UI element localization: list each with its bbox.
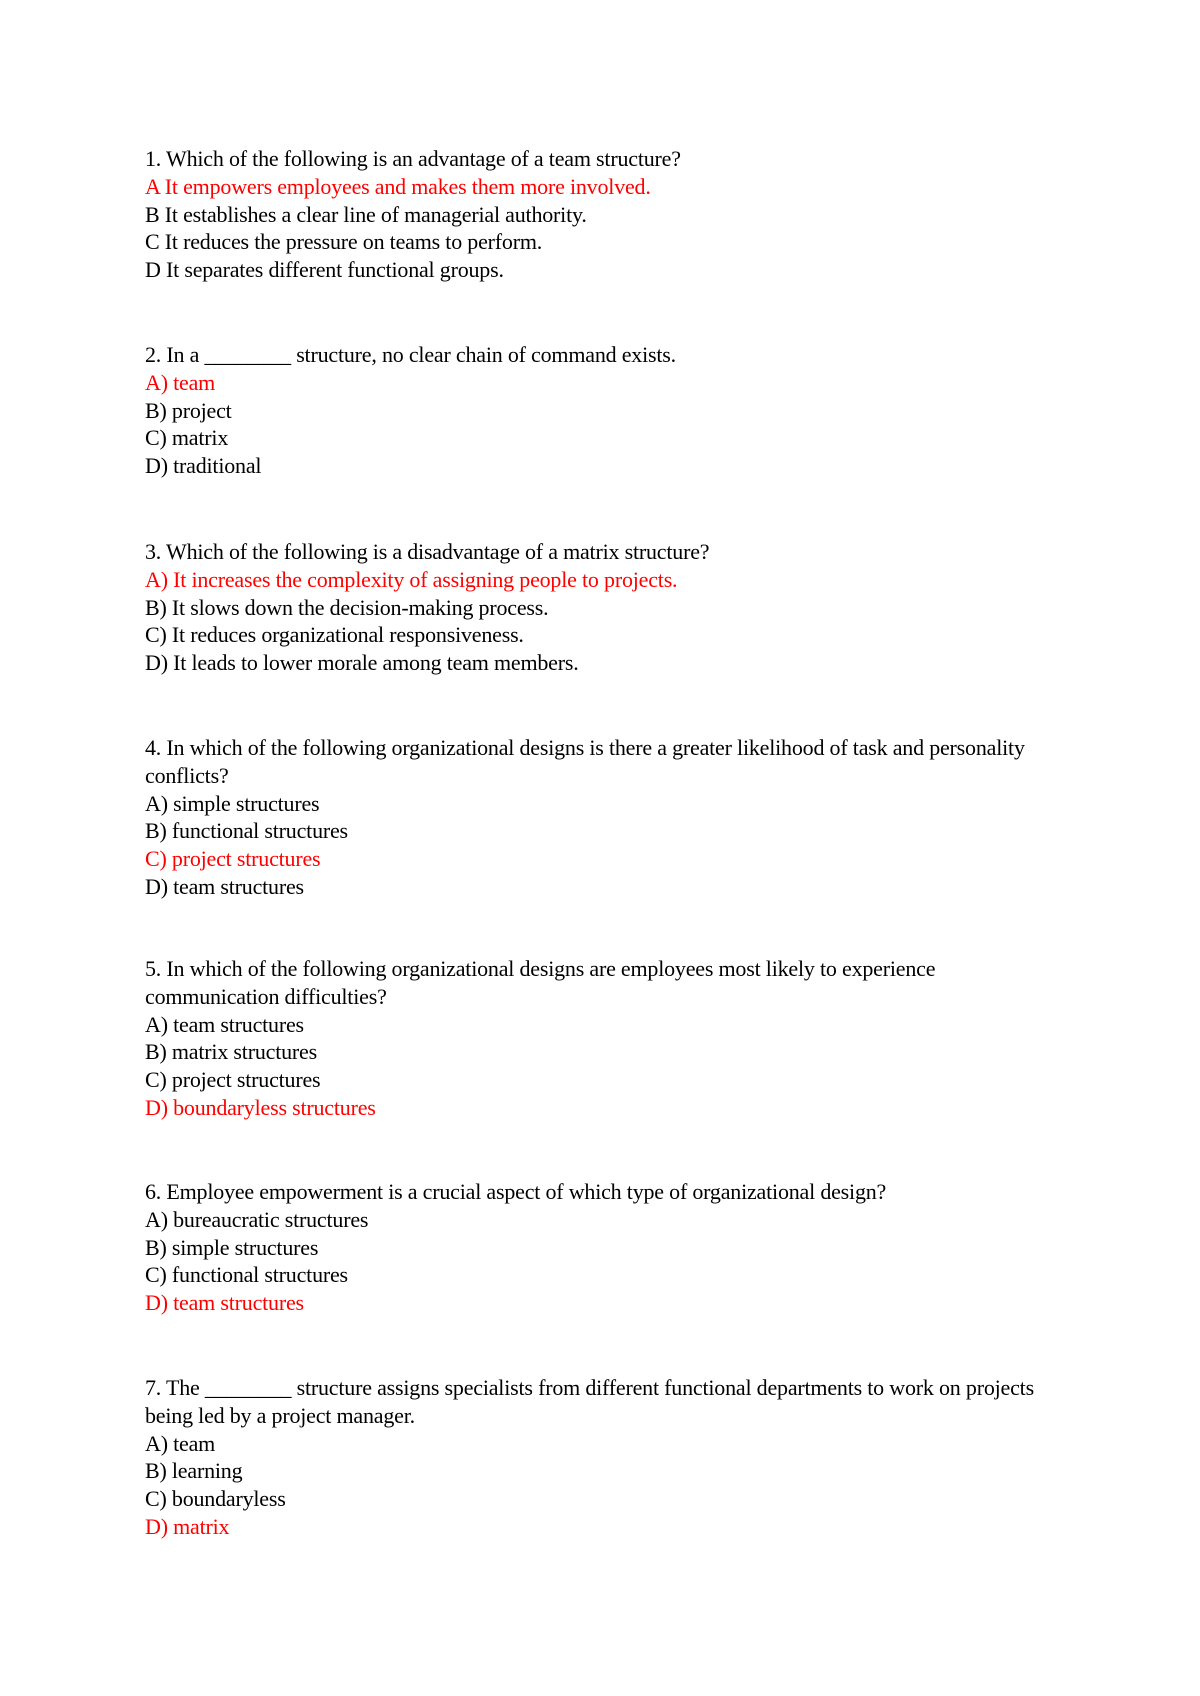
option-b: B) project: [145, 397, 232, 423]
option-d: D) traditional: [145, 453, 262, 479]
option-a-correct: A) It increases the complexity of assigning people to projects.: [145, 566, 678, 592]
option-d-correct: D) matrix: [145, 1513, 230, 1539]
option-c: C It reduces the pressure on teams to perform.: [145, 229, 543, 255]
option-b: B) matrix structures: [145, 1039, 317, 1065]
option-c-correct: C) project structures: [145, 846, 321, 872]
question-1: [145, 145, 1065, 284]
option-c: C) matrix: [145, 425, 229, 451]
option-d: D It separates different functional groups.: [145, 257, 504, 283]
question-2: [145, 341, 1065, 480]
question-text: 7. The ________ structure assigns specialists from different functional departments to work on projects being led by a project manager.: [145, 1375, 1034, 1428]
option-d-correct: D) team structures: [145, 1290, 304, 1316]
option-c: C) boundaryless: [145, 1486, 286, 1512]
option-d: D) team structures: [145, 873, 304, 899]
option-d-correct: D) boundaryless structures: [145, 1094, 376, 1120]
question-text: 5. In which of the following organizational designs are employees most likely to experience communication difficulties?: [145, 956, 936, 1009]
question-text: 2. In a ________ structure, no clear chain of command exists.: [145, 342, 676, 367]
question-text: 3. Which of the following is a disadvantage of a matrix structure?: [145, 539, 710, 564]
option-b: B) It slows down the decision-making process.: [145, 594, 549, 620]
option-a-correct: A) team: [145, 369, 216, 395]
option-b: B) simple structures: [145, 1234, 319, 1260]
question-3: [145, 538, 1065, 677]
option-c: C) functional structures: [145, 1262, 348, 1288]
question-text: 6. Employee empowerment is a crucial aspect of which type of organizational design?: [145, 1179, 887, 1204]
question-5: [145, 955, 1065, 1122]
option-b: B) functional structures: [145, 818, 348, 844]
option-c: C) project structures: [145, 1067, 321, 1093]
question-4: [145, 734, 1065, 901]
option-a-correct: A It empowers employees and makes them more involved.: [145, 173, 651, 199]
option-a: A) simple structures: [145, 790, 320, 816]
question-text: 4. In which of the following organizational designs is there a greater likelihood of task and personality conflicts?: [145, 735, 1025, 788]
option-d: D) It leads to lower morale among team members.: [145, 650, 579, 676]
option-b: B) learning: [145, 1458, 243, 1484]
question-6: [145, 1178, 1065, 1317]
option-c: C) It reduces organizational responsiveness.: [145, 622, 524, 648]
option-a: A) bureaucratic structures: [145, 1206, 369, 1232]
option-b: B It establishes a clear line of managerial authority.: [145, 201, 587, 227]
question-text: 1. Which of the following is an advantage of a team structure?: [145, 146, 681, 171]
question-7: [145, 1374, 1065, 1541]
option-a: A) team: [145, 1430, 216, 1456]
option-a: A) team structures: [145, 1011, 304, 1037]
